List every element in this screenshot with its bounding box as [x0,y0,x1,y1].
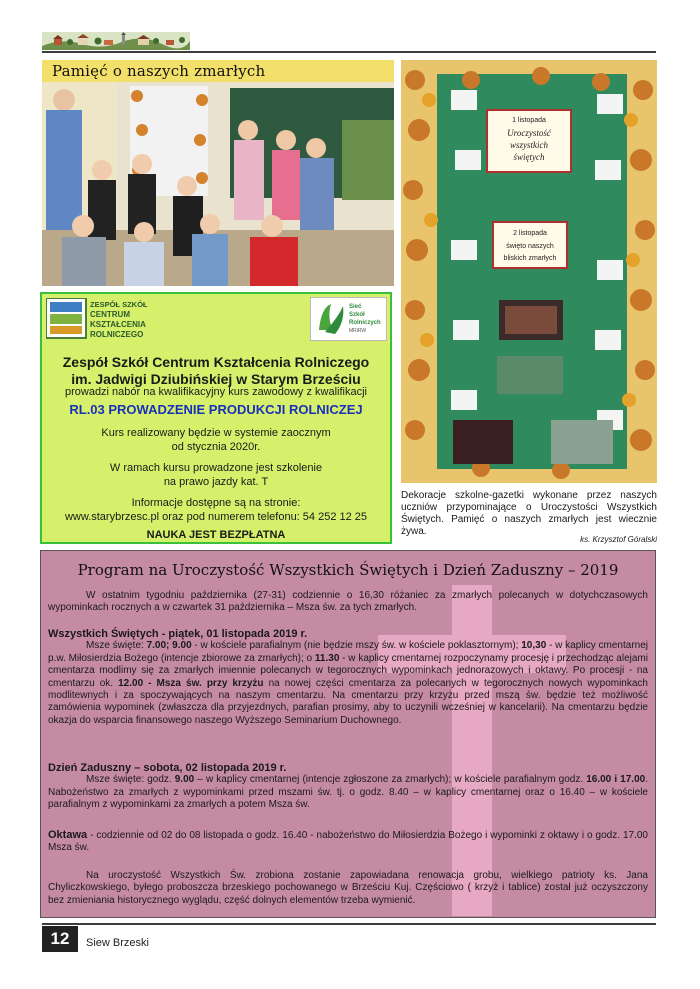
all-souls-text [48,774,648,811]
octave-section [48,829,648,855]
ad-mode-line-1: Kurs realizowany będzie w systemie zaocznym [101,427,331,439]
all-saints-section [48,628,648,727]
program-intro-text: W ostatnim tygodniu października (27-31) codziennie o 16,30 różaniec za zmarłych polecanych w dotychczasowych wypominkach rocznych a w czwartek 31 października – Msza św. za tych zmarłych. [48,590,648,614]
text-run: – w kaplicy cmentarnej (intencje zgłoszone za zmarłych); w kościele parafialnym godz. [194,774,587,786]
all-saints-text [48,640,648,727]
ad-license-line-1: W ramach kursu prowadzone jest szkolenie [109,462,323,474]
text-run: - codziennie od 02 do 08 listopada o godz. 16.40 - nabożeństwo do Miłosierdzia Bożego i wypominki z oktawy i o godz. 17.00 Msza św. [48,830,648,854]
ad-contact-info [40,496,392,524]
all-souls-heading: Dzień Zaduszny – sobota, 02 listopada 2019 r. [48,762,287,774]
logo-right-line-4: MRiRW [349,328,367,334]
ad-intro: prowadzi nabór na kwalifikacyjny kurs zawodowy z kwalifikacji [64,386,367,398]
school-logo [46,298,156,340]
ad-info-line-1: Informacje dostępne są na stronie: [131,497,301,509]
board-card1-line-1: 1 listopada [512,117,546,124]
board-card1-line-4: świętych [513,152,545,162]
text-run: . Nabożeństwo za zmarłych z wypominkami przed mszami św. tj. o godz. 8.40 – w kaplicy cmentarnej oraz o 16.40 – w kościele parafialnym z wypominkami za zmarłych a potem Msza św. [48,774,648,811]
ad-course-title: RL.03 PROWADZENIE PRODUKCJI ROLNICZEJ [69,402,363,417]
ad-license-line-2: na prawo jazdy kat. T [163,476,269,488]
time-bold: 10,30 [521,640,547,652]
footer-rule [42,923,656,925]
time-bold: 9.00 [174,774,195,786]
program-intro [48,590,648,615]
octave-heading: Oktawa [48,829,88,841]
time-bold: 11.30 [314,652,340,664]
text-run: Msze święte: godz. [86,774,175,786]
header-rule [42,51,656,53]
program-title: Program na Uroczystość Wszystkich Świętych i Dzień Zaduszny – 2019 [77,561,619,579]
logo-right-line-1: Sieć [349,304,362,310]
board-card1-line-3: wszystkich [510,140,548,150]
logo-right-line-2: Szkół [349,312,365,318]
classroom-photo [42,60,394,286]
school-board-photo [401,60,657,483]
ad-free-notice: NAUKA JEST BEZPŁATNA [146,529,286,541]
photo-title: Pamięć o naszych zmarłych [52,62,266,80]
text-run: na nowej części cmentarza za polecanych w tegorocznych nowych wypominkach modlitewnych i za spoczywających na naszym cmentarzu. Na cmentarzu przy krzyżu przed mszą św. będzie też możliwość zamówienia wypominek (zwłaszcza dla przyjezdnych, parafian prosimy, aby to uczynili wcześniej w kancelarii). Na cmentarzu będzie okazja do wsparcia finansowego naszego Wyższego Seminarium Duchownego. [48,677,648,726]
time-bold: 16.00 i 17.00 [586,774,646,786]
ad-school-name: Zespół Szkół Centrum Kształcenia Rolniczego [62,354,370,370]
renovation-text: Na uroczystość Wszystkich Św. zrobiona zostanie zapowiadana renowacja grobu, wielkiego patrioty ks. Jana Chyliczkowskiego, byłego proboszcza brzeskiego pochowanego w Brześciu Kuj. Częściowo ( krzyż i tablice) został już oczyszczony bez zmieniania historycznego wyglądu, część dolnych elementów trzeba wymienić. [48,870,648,906]
logo-left-line-4: ROLNICZEGO [90,330,144,339]
renovation-section [48,870,648,907]
octave-text [48,829,648,855]
all-souls-section [48,762,648,812]
page-number: 12 [42,926,78,952]
board-photo-caption: Dekoracje szkolne-gazetki wykonane przez naszych uczniów przypominające o Uroczystości Wszystkich Świętych. Pamięć o naszych zmarłych jest wiecznie żywa. [401,490,657,537]
text-run: - w kaplicy cmentarnej p.w. Miłosierdzia Bożego (intencje zbiorowe za zmarłych); o [48,640,648,664]
ad-school-patron: im. Jadwigi Dziubińskiej w Starym Brześciu [71,371,361,387]
time-bold: 12.00 - Msza św. przy krzyżu [118,677,264,689]
text-run: Msze święte: [86,640,147,652]
board-card2-line-1: 2 listopada [513,230,547,237]
logo-left-line-2: CENTRUM [90,310,130,319]
board-card2-line-2: święto naszych [506,243,554,250]
logo-left-line-3: KSZTAŁCENIA [90,320,146,329]
time-bold: 7.00; 9.00 [146,640,192,652]
text-run: - w kościele parafialnym (nie będzie mszy św. w kościele poklasztornym); [191,640,522,652]
publication-name: Siew Brzeski [86,937,149,949]
ad-mode [40,426,392,454]
all-saints-heading: Wszystkich Świętych - piątek, 01 listopada 2019 r. [48,628,308,640]
photo-author: ks. Krzysztof Góralski [580,535,657,544]
ad-mode-line-2: od stycznia 2020r. [171,441,261,453]
header-village-illustration [42,32,190,50]
text-run: - w kaplicy cmentarnej rozpoczynamy procesję i przechodząc alejami cmentarza modlimy się za zmarłych imiennie polecanych w tegorocznych wypominkach jednorazowych i oktawy. Po procesji - na cmentarzu ok. [48,652,648,689]
ad-info-line-2: www.starybrzesc.pl oraz pod numerem telefonu: 54 252 12 25 [64,511,368,523]
board-card1-line-2: Uroczystość [507,128,551,138]
logo-right-line-3: Rolniczych [349,320,381,326]
ad-license [40,461,392,489]
logo-left-line-1: ZESPÓŁ SZKÓŁ [90,300,148,309]
network-logo [310,297,387,341]
board-card2-line-3: bliskich zmarłych [503,255,557,262]
